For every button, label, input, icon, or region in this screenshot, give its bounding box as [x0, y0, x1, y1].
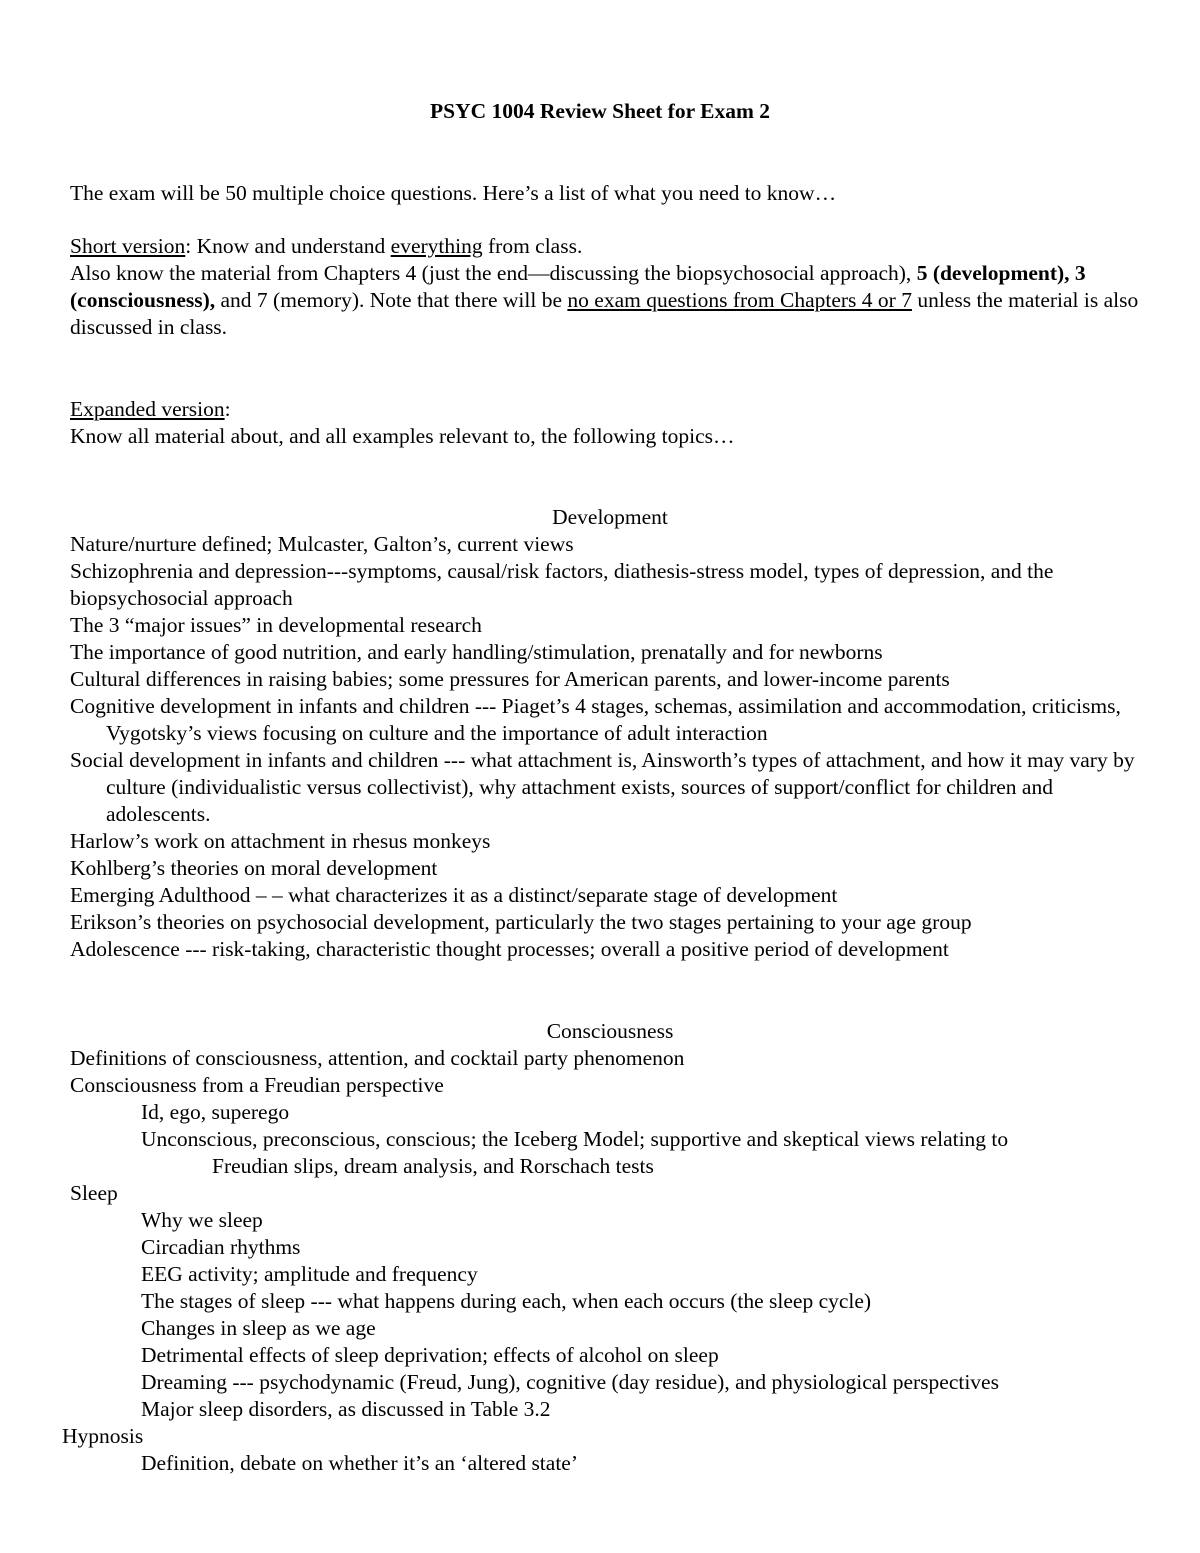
development-item: The 3 “major issues” in developmental research — [70, 613, 482, 637]
consciousness-subitem: Unconscious, preconscious, conscious; the Iceberg Model; supportive and skeptical views relating to — [141, 1127, 1009, 1151]
chapters-underline: no exam questions from Chapters 4 or 7 — [567, 288, 912, 312]
intro-text: The exam will be 50 multiple choice questions. Here’s a list of what you need to know… — [70, 181, 837, 205]
chapters-bold: 5 (development), 3 (consciousness), — [70, 261, 1086, 312]
development-item: Schizophrenia and depression---symptoms, causal/risk factors, diathesis-stress model, types of depression, and the biopsychosocial approach — [70, 559, 1054, 610]
short-version-text-end: from class. — [482, 234, 583, 258]
chapters-text-3: unless the material is also discussed in class. — [70, 288, 1139, 339]
short-version-label: Short version — [70, 234, 186, 258]
chapters-text: Also know the material from Chapters 4 (just the end—discussing the biopsychosocial approach), — [70, 261, 917, 285]
development-item: Adolescence --- risk-taking, characteristic thought processes; overall a positive period of development — [70, 937, 949, 961]
consciousness-subitem-continued: Freudian slips, dream analysis, and Rorschach tests — [212, 1154, 654, 1178]
hypnosis-item: Definition, debate on whether it’s an ‘altered state’ — [141, 1451, 579, 1475]
development-item: Nature/nurture defined; Mulcaster, Galton’s, current views — [70, 532, 574, 556]
short-version-line — [70, 233, 1150, 260]
development-item: Erikson’s theories on psychosocial development, particularly the two stages pertaining to your age group — [70, 910, 972, 934]
development-item: Social development in infants and children --- what attachment is, Ainsworth’s types of attachment, and how it may vary by culture (individualistic versus collectivist), why attachment exists, sources of support/conflict for children and adolescents. — [70, 748, 1135, 826]
development-section — [70, 504, 1150, 963]
sleep-item: Detrimental effects of sleep deprivation; effects of alcohol on sleep — [141, 1343, 719, 1367]
development-item: Harlow’s work on attachment in rhesus monkeys — [70, 829, 491, 853]
expanded-version-label: Expanded version — [70, 397, 225, 421]
consciousness-section — [62, 1018, 1150, 1477]
development-item: Kohlberg’s theories on moral development — [70, 856, 438, 880]
development-item: Cognitive development in infants and children --- Piaget’s 4 stages, schemas, assimilation and accommodation, criticisms, Vygotsky’s views focusing on culture and the importance of adult interaction — [70, 694, 1121, 745]
sleep-item: EEG activity; amplitude and frequency — [141, 1262, 478, 1286]
sleep-item: Circadian rhythms — [141, 1235, 301, 1259]
short-version-emphasis: everything — [390, 234, 483, 258]
development-item: The importance of good nutrition, and early handling/stimulation, prenatally and for newborns — [70, 640, 883, 664]
consciousness-item: Definitions of consciousness, attention, and cocktail party phenomenon — [70, 1046, 685, 1070]
sleep-item: Changes in sleep as we age — [141, 1316, 376, 1340]
page-title: PSYC 1004 Review Sheet for Exam 2 — [430, 99, 770, 123]
sleep-item: Dreaming --- psychodynamic (Freud, Jung), cognitive (day residue), and physiological perspectives — [141, 1370, 999, 1394]
expanded-version-heading — [70, 396, 1150, 423]
expanded-version-colon: : — [224, 397, 231, 421]
sleep-item: Major sleep disorders, as discussed in Table 3.2 — [141, 1397, 551, 1421]
development-item: Cultural differences in raising babies; some pressures for American parents, and lower-income parents — [70, 667, 950, 691]
development-heading: Development — [552, 505, 668, 529]
sleep-item: The stages of sleep --- what happens during each, when each occurs (the sleep cycle) — [141, 1289, 872, 1313]
consciousness-subitem: Id, ego, superego — [141, 1100, 290, 1124]
expanded-version-text: Know all material about, and all examples relevant to, the following topics… — [70, 424, 735, 448]
chapters-text-2: and 7 (memory). Note that there will be — [215, 288, 568, 312]
short-version-text: : Know and understand — [185, 234, 391, 258]
expanded-version-section — [70, 396, 1150, 450]
sleep-heading: Sleep — [70, 1181, 118, 1205]
development-item: Emerging Adulthood – – what characterizes it as a distinct/separate stage of development — [70, 883, 838, 907]
sleep-item: Why we sleep — [141, 1208, 263, 1232]
hypnosis-heading: Hypnosis — [62, 1424, 144, 1448]
short-version-section — [70, 233, 1150, 341]
chapters-paragraph — [70, 260, 1150, 341]
consciousness-heading: Consciousness — [546, 1019, 674, 1043]
intro-section — [70, 180, 1150, 207]
consciousness-item: Consciousness from a Freudian perspective — [70, 1073, 444, 1097]
